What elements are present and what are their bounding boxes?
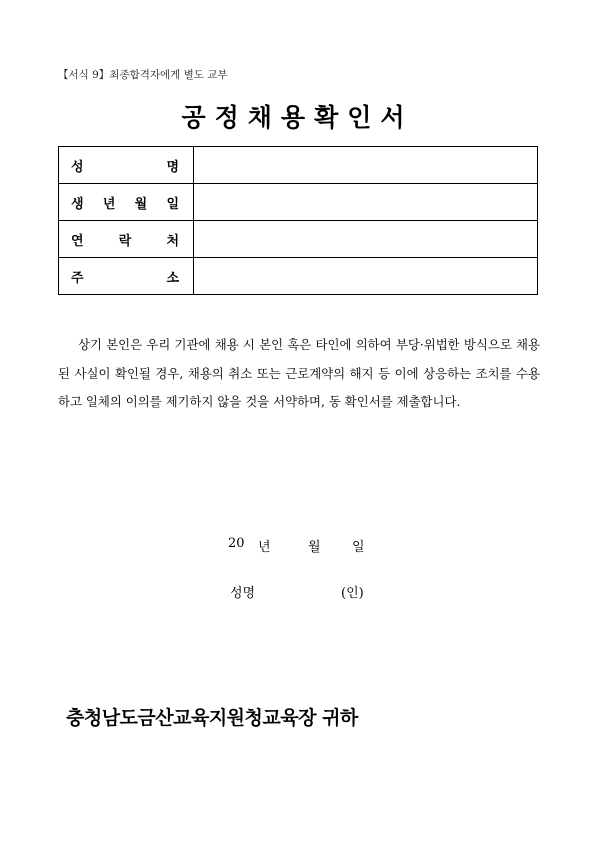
- label-char: 락: [118, 233, 132, 249]
- label-char: 생: [71, 196, 84, 212]
- year-unit: 년: [258, 540, 271, 555]
- seal-mark: (인): [341, 586, 364, 601]
- signature-name-label: 성명: [230, 586, 256, 601]
- document-title: 공정채용확인서: [181, 103, 414, 132]
- name-row: [59, 147, 538, 184]
- contact-field[interactable]: [194, 221, 538, 258]
- label-char: 성: [71, 159, 84, 175]
- label-char: 월: [134, 196, 148, 212]
- address-row: [59, 258, 538, 295]
- pledge-paragraph: 상기 본인은 우리 기관에 채용 시 본인 혹은 타인에 의하여 부당·위법한 방식으로 채용된 사실이 확인될 경우, 채용의 취소 또는 근로계약의 해지 등 이에 상응하는 조치를 수용하고 일체의 이의를 제기하지 않을 것을 서약하며, 동 확인서를 제출합니다.: [58, 337, 540, 409]
- day-unit: 일: [352, 540, 365, 555]
- addressee: 충청남도금산교육지원청교육장 귀하: [66, 707, 358, 729]
- label-char: 명: [166, 159, 179, 175]
- name-field[interactable]: [194, 147, 538, 184]
- form-number-note: 【서식 9】최종합격자에게 별도 교부: [58, 69, 228, 81]
- applicant-info-table: [58, 146, 538, 295]
- year-prefix: 20: [228, 536, 245, 551]
- contact-label: [59, 221, 194, 258]
- label-char: 일: [166, 196, 179, 212]
- birthdate-label: [59, 184, 194, 221]
- address-field[interactable]: [194, 258, 538, 295]
- label-char: 연: [71, 233, 84, 249]
- contact-row: [59, 221, 538, 258]
- name-label: [59, 147, 194, 184]
- birthdate-field[interactable]: [194, 184, 538, 221]
- month-unit: 월: [308, 540, 321, 555]
- label-char: 처: [166, 233, 179, 249]
- label-char: 년: [102, 196, 116, 212]
- label-char: 소: [166, 270, 179, 286]
- label-char: 주: [71, 270, 84, 286]
- birthdate-row: [59, 184, 538, 221]
- address-label: [59, 258, 194, 295]
